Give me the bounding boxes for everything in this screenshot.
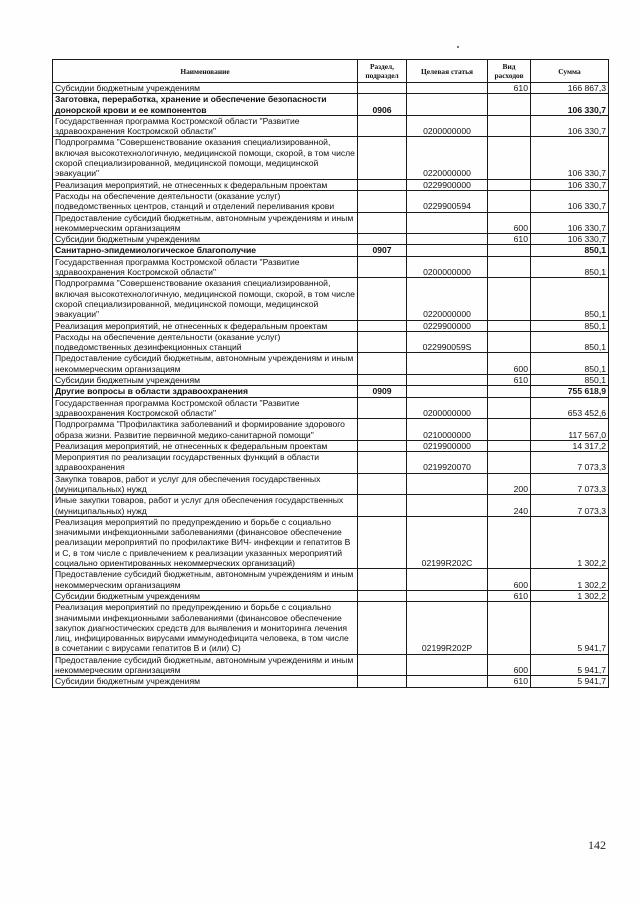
cell-section (358, 137, 407, 179)
cell-sum: 1 302,2 (531, 569, 609, 591)
cell-name: Другие вопросы в области здравоохранения (53, 386, 358, 397)
cell-target (407, 569, 488, 591)
cell-name: Расходы на обеспечение деятельности (оказание услуг) подведомственных дезинфекционных станций (53, 331, 358, 353)
cell-name: Реализация мероприятий по предупреждению и борьбе с социально значимыми инфекционными заболеваниями (финансовое обеспечение закупок диагностических средств для выявления и мониторинга лечения лиц, инфицированных вирусами иммунодефицита человека, в том числе в сочетании с вирусами гепатитов В и (или) С) (53, 602, 358, 654)
cell-section (358, 83, 407, 94)
cell-target (407, 495, 488, 517)
cell-sum: 5 941,7 (531, 602, 609, 654)
cell-section (358, 278, 407, 320)
cell-sum: 850,1 (531, 331, 609, 353)
cell-type (488, 137, 531, 179)
cell-section (358, 375, 407, 386)
cell-sum: 7 073,3 (531, 473, 609, 495)
cell-sum: 850,1 (531, 256, 609, 278)
cell-section (358, 331, 407, 353)
cell-name: Предоставление субсидий бюджетным, автономным учреждениям и иным некоммерческим организациям (53, 654, 358, 676)
cell-type (488, 179, 531, 190)
cell-name: Предоставление субсидий бюджетным, автономным учреждениям и иным некоммерческим организациям (53, 212, 358, 234)
cell-target (407, 94, 488, 116)
header-target: Целевая статья (407, 60, 488, 83)
cell-target: 0219900000 (407, 440, 488, 451)
cell-target: 0200000000 (407, 256, 488, 278)
cell-target: 0220000000 (407, 278, 488, 320)
table-row (53, 375, 609, 386)
cell-name: Подпрограмма "Совершенствование оказания специализированной, включая высокотехнологичную, медицинской помощи, скорой, в том числе скорой специализированной, медицинской помощи, медицинской эвакуации" (53, 137, 358, 179)
cell-type (488, 94, 531, 116)
cell-type: 600 (488, 654, 531, 676)
table-row (53, 278, 609, 320)
cell-type: 200 (488, 473, 531, 495)
cell-section (358, 115, 407, 137)
cell-type: 610 (488, 590, 531, 601)
table-row (53, 137, 609, 179)
table-row (53, 386, 609, 397)
cell-section (358, 353, 407, 375)
page-number: 142 (588, 838, 606, 852)
cell-target: 0220000000 (407, 137, 488, 179)
cell-name: Субсидии бюджетным учреждениям (53, 375, 358, 386)
cell-name: Предоставление субсидий бюджетным, автономным учреждениям и иным некоммерческим организациям (53, 353, 358, 375)
cell-target (407, 654, 488, 676)
cell-sum: 106 330,7 (531, 94, 609, 116)
cell-type: 610 (488, 83, 531, 94)
cell-section (358, 676, 407, 687)
cell-sum: 850,1 (531, 375, 609, 386)
table-row (53, 234, 609, 245)
cell-target: 0229900000 (407, 179, 488, 190)
cell-target: 022990059S (407, 331, 488, 353)
cell-sum: 166 867,3 (531, 83, 609, 94)
cell-type: 600 (488, 353, 531, 375)
cell-target: 0200000000 (407, 115, 488, 137)
cell-sum: 106 330,7 (531, 115, 609, 137)
table-row (53, 495, 609, 517)
cell-section (358, 473, 407, 495)
cell-section (358, 590, 407, 601)
cell-type (488, 516, 531, 568)
table-row (53, 331, 609, 353)
table-row (53, 516, 609, 568)
cell-section (358, 234, 407, 245)
cell-sum: 653 452,6 (531, 397, 609, 419)
cell-name: Государственная программа Костромской области "Развитие здравоохранения Костромской области" (53, 397, 358, 419)
cell-name: Реализация мероприятий, не отнесенных к федеральным проектам (53, 320, 358, 331)
cell-name: Санитарно-эпидемиологическое благополучие (53, 245, 358, 256)
cell-type: 610 (488, 676, 531, 687)
cell-name: Субсидии бюджетным учреждениям (53, 590, 358, 601)
budget-table (52, 59, 609, 688)
cell-name: Закупка товаров, работ и услуг для обеспечения государственных (муниципальных) нужд (53, 473, 358, 495)
cell-section (358, 440, 407, 451)
table-row (53, 676, 609, 687)
cell-type: 610 (488, 375, 531, 386)
cell-section (358, 179, 407, 190)
cell-sum: 106 330,7 (531, 179, 609, 190)
table-row (53, 190, 609, 212)
cell-section (358, 212, 407, 234)
table-row (53, 473, 609, 495)
table-body (53, 83, 609, 688)
cell-sum: 1 302,2 (531, 516, 609, 568)
table-row (53, 419, 609, 441)
cell-name: Расходы на обеспечение деятельности (оказание услуг) подведомственных центров, станций и отделений переливания крови (53, 190, 358, 212)
cell-type (488, 440, 531, 451)
cell-target (407, 353, 488, 375)
header-type: Вид расходов (488, 60, 531, 83)
cell-type: 600 (488, 212, 531, 234)
cell-section: 0906 (358, 94, 407, 116)
cell-name: Иные закупки товаров, работ и услуг для обеспечения государственных (муниципальных) нужд (53, 495, 358, 517)
cell-type (488, 278, 531, 320)
table-row (53, 115, 609, 137)
table-row (53, 353, 609, 375)
cell-name: Реализация мероприятий, не отнесенных к федеральным проектам (53, 179, 358, 190)
table-row (53, 452, 609, 474)
cell-name: Субсидии бюджетным учреждениям (53, 83, 358, 94)
cell-name: Субсидии бюджетным учреждениям (53, 234, 358, 245)
cell-target (407, 234, 488, 245)
cell-type (488, 245, 531, 256)
cell-name: Государственная программа Костромской области "Развитие здравоохранения Костромской области" (53, 256, 358, 278)
cell-target (407, 386, 488, 397)
table-row (53, 94, 609, 116)
cell-target (407, 245, 488, 256)
cell-target: 0219920070 (407, 452, 488, 474)
cell-section (358, 602, 407, 654)
table-row (53, 569, 609, 591)
cell-name: Предоставление субсидий бюджетным, автономным учреждениям и иным некоммерческим организациям (53, 569, 358, 591)
cell-section: 0909 (358, 386, 407, 397)
cell-type: 610 (488, 234, 531, 245)
cell-section (358, 397, 407, 419)
cell-sum: 5 941,7 (531, 676, 609, 687)
cell-sum: 1 302,2 (531, 590, 609, 601)
cell-sum: 14 317,2 (531, 440, 609, 451)
table-row (53, 397, 609, 419)
cell-name: Подпрограмма "Профилактика заболеваний и формирование здорового образа жизни. Развитие первичной медико-санитарной помощи" (53, 419, 358, 441)
cell-target: 02199R202C (407, 516, 488, 568)
cell-sum: 5 941,7 (531, 654, 609, 676)
cell-name: Реализация мероприятий, не отнесенных к федеральным проектам (53, 440, 358, 451)
cell-sum: 755 618,9 (531, 386, 609, 397)
cell-name: Реализация мероприятий по предупреждению и борьбе с социально значимыми инфекционными заболеваниями (финансовое обеспечение реализации мероприятий по профилактике ВИЧ- инфекции и гепатитов В и С, в том числе с привлечением к реализации указанных мероприятий социально ориентированных некоммерческих организаций) (53, 516, 358, 568)
cell-sum: 106 330,7 (531, 190, 609, 212)
cell-sum: 106 330,7 (531, 234, 609, 245)
table-row (53, 256, 609, 278)
cell-type (488, 602, 531, 654)
cell-type (488, 397, 531, 419)
table-row (53, 320, 609, 331)
cell-type (488, 115, 531, 137)
cell-section (358, 516, 407, 568)
table-row (53, 654, 609, 676)
cell-type: 600 (488, 569, 531, 591)
cell-section (358, 654, 407, 676)
cell-target: 02199R202P (407, 602, 488, 654)
cell-section (358, 190, 407, 212)
table-row (53, 590, 609, 601)
cell-type (488, 419, 531, 441)
cell-sum: 850,1 (531, 353, 609, 375)
cell-name: Мероприятия по реализации государственных функций в области здравоохранения (53, 452, 358, 474)
cell-sum: 106 330,7 (531, 137, 609, 179)
header-name: Наименование (53, 60, 358, 83)
header-section: Раздел, подраздел (358, 60, 407, 83)
table-row (53, 212, 609, 234)
cell-section (358, 256, 407, 278)
cell-target (407, 676, 488, 687)
cell-type (488, 452, 531, 474)
header-sum: Сумма (531, 60, 609, 83)
cell-name: Государственная программа Костромской области "Развитие здравоохранения Костромской области" (53, 115, 358, 137)
cell-target (407, 375, 488, 386)
cell-sum: 7 073,3 (531, 452, 609, 474)
cell-sum: 850,1 (531, 245, 609, 256)
cell-name: Заготовка, переработка, хранение и обеспечение безопасности донорской крови и ее компонентов (53, 94, 358, 116)
table-row (53, 245, 609, 256)
cell-target: 0210000000 (407, 419, 488, 441)
scan-speck (457, 46, 459, 48)
cell-section (358, 320, 407, 331)
cell-section (358, 419, 407, 441)
cell-target (407, 473, 488, 495)
table-row (53, 602, 609, 654)
cell-type (488, 190, 531, 212)
cell-target: 0229900000 (407, 320, 488, 331)
cell-type (488, 331, 531, 353)
cell-sum: 850,1 (531, 320, 609, 331)
table-header-row (53, 60, 609, 83)
cell-sum: 106 330,7 (531, 212, 609, 234)
table-row (53, 179, 609, 190)
cell-name: Субсидии бюджетным учреждениям (53, 676, 358, 687)
cell-sum: 7 073,3 (531, 495, 609, 517)
cell-target (407, 590, 488, 601)
cell-section (358, 495, 407, 517)
cell-section (358, 569, 407, 591)
cell-name: Подпрограмма "Совершенствование оказания специализированной, включая высокотехнологичную, медицинской помощи, скорой, в том числе скорой специализированной, медицинской помощи, медицинской эвакуации" (53, 278, 358, 320)
cell-target: 0229900594 (407, 190, 488, 212)
cell-type (488, 386, 531, 397)
cell-type (488, 320, 531, 331)
cell-section: 0907 (358, 245, 407, 256)
cell-target (407, 83, 488, 94)
cell-type: 240 (488, 495, 531, 517)
cell-type (488, 256, 531, 278)
table-row (53, 83, 609, 94)
cell-target: 0200000000 (407, 397, 488, 419)
table-row (53, 440, 609, 451)
cell-target (407, 212, 488, 234)
cell-sum: 117 567,0 (531, 419, 609, 441)
cell-section (358, 452, 407, 474)
cell-sum: 850,1 (531, 278, 609, 320)
